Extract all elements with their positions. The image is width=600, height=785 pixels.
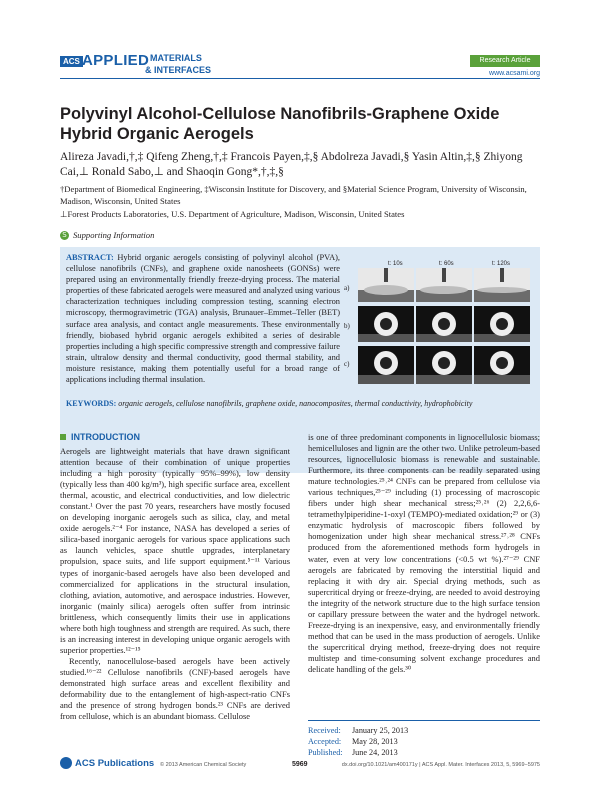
section-heading-introduction bbox=[60, 432, 140, 442]
acs-logo: ACS bbox=[60, 56, 83, 67]
column-left bbox=[60, 446, 290, 722]
journal-website-link[interactable]: www.acsami.org bbox=[489, 70, 540, 77]
header-divider bbox=[60, 78, 540, 79]
keywords bbox=[66, 398, 534, 409]
fig-row-c-panels bbox=[358, 346, 530, 384]
supporting-info-link[interactable] bbox=[60, 230, 154, 240]
section-heading-label: INTRODUCTION bbox=[71, 432, 140, 442]
column-right bbox=[308, 432, 540, 675]
fig-time-3: t: 120s bbox=[492, 261, 511, 267]
section-bullet-icon bbox=[60, 434, 66, 440]
toc-figure bbox=[344, 256, 532, 386]
journal-name-line1: MATERIALS bbox=[150, 53, 202, 63]
date-received: Received: January 25, 2013 bbox=[308, 726, 409, 735]
abstract-label: ABSTRACT: bbox=[66, 253, 114, 262]
intro-paragraph-2: Recently, nanocellulose-based aerogels have been actively studied.¹⁶⁻²² Cellulose nanofibrils (CNF)-based aerogels have demonstrated high surface areas and excellent flexibility and deformability due to the entanglement of high-aspect-ratio CNFs and the presence of strong hydrogen bonds.²³ CNFs are derived from cellulose, which is an abundant biomass. Cellulose bbox=[60, 655, 290, 722]
affiliations bbox=[60, 184, 540, 221]
acs-logo-icon bbox=[60, 757, 72, 769]
date-accepted: Accepted: May 28, 2013 bbox=[308, 737, 398, 746]
intro-paragraph-1: Aerogels are lightweight materials that have drawn significant attention because of their combination of unique properties including a high porosity (typically 95%–99%), low density (typically less than 400 kg/m³), high specific surface area, excellent thermal, acoustic, and electrical conductivities, and low dielectric constant.¹ Over the past 70 years, researchers have mostly focused on developing inorganic aerogels such as silica, clay, and metal oxide aerogels.²⁻⁴ For instance, NASA has developed a series of silica-based inorganic aerogels for various space applications such as launch vehicles, space shuttle upgrades, interplanetary propulsion, space suits, and life support equipment.⁵⁻¹¹ Various types of inorganic-based aerogels have also been developed and commercialized for applications in the structural insulation, clothing, aviation, automotive, and aerospace industries. However, inorganic (mainly silica) aerogels often suffer from intrinsic brittleness, which consequently limits their use in applications where both high toughness and strength are required. As such, there is an increasing interest in developing unique organic aerogels with superior properties.¹²⁻¹⁵ bbox=[60, 446, 290, 655]
publication-dates bbox=[308, 720, 540, 758]
fig-row-c: c) bbox=[344, 360, 350, 368]
journal-name-line2: & INTERFACES bbox=[145, 65, 212, 75]
author-list: Alireza Javadi,†,‡ Qifeng Zheng,†,‡ Francois Payen,‡,§ Abdolreza Javadi,§ Yasin Altin,‡,§ Zhiyong Cai,⊥ Ronald Sabo,⊥ and Shaoqin Gong*,†,‡,§ bbox=[60, 151, 523, 178]
keywords-label: KEYWORDS: bbox=[66, 399, 117, 408]
affiliation-1: †Department of Biomedical Engineering, ‡Wisconsin Institute for Discovery, and §Material Science Program, University of Wisconsin, Madison, Wisconsin, United States bbox=[60, 184, 527, 206]
fig-row-a: a) bbox=[344, 284, 350, 292]
abstract-text: Hybrid organic aerogels consisting of polyvinyl alcohol (PVA), cellulose nanofibrils (CNFs), and graphene oxide nanosheets (GONSs) were prepared using an environmentally friendly freeze-drying process. The material properties of these fabricated aerogels were measured and analyzed using various characterization techniques including compression testing, scanning electron microscopy, thermogravimetric (TGA) analysis, Brunauer–Emmet–Teller (BET) surface area analysis, and contact angle measurements. These environmentally friendly, biobased hybrid organic aerogels exhibited a series of desirable properties including a high specific compressive strength and compressive failure strain, ultralow density and thermal conductivity, good thermal stability, and moisture resistance, making them potentially useful for a broad range of applications including thermal insulation. bbox=[66, 253, 340, 385]
keywords-text: organic aerogels, cellulose nanofibrils, graphene oxide, nanocomposites, thermal conductivity, hydrophobicity bbox=[118, 399, 473, 408]
publisher-name: ACS Publications bbox=[75, 757, 155, 769]
abstract bbox=[66, 252, 340, 385]
acs-publications-logo bbox=[60, 757, 154, 769]
doi-link[interactable]: dx.doi.org/10.1021/am400171y | ACS Appl. Mater. Interfaces 2013, 5, 5969−5975 bbox=[341, 762, 540, 768]
date-published: Published: June 24, 2013 bbox=[308, 748, 398, 757]
fig-row-b: b) bbox=[344, 322, 350, 330]
copyright: © 2013 American Chemical Society bbox=[160, 762, 247, 768]
supporting-info-label: Supporting Information bbox=[73, 230, 155, 240]
affiliation-2: ⊥Forest Products Laboratories, U.S. Department of Agriculture, Madison, Wisconsin, United States bbox=[60, 209, 405, 219]
article-type-badge: Research Article bbox=[470, 55, 540, 67]
info-icon: S bbox=[60, 231, 69, 240]
page-number: 5969 bbox=[292, 761, 308, 768]
fig-time-2: t: 60s bbox=[439, 261, 454, 267]
fig-time-1: t: 10s bbox=[388, 261, 403, 267]
fig-row-a-panels bbox=[358, 268, 530, 302]
fig-row-b-panels bbox=[358, 306, 530, 342]
article-title: Polyvinyl Alcohol-Cellulose Nanofibrils-Graphene Oxide Hybrid Organic Aerogels bbox=[60, 105, 500, 143]
intro-paragraph-3: is one of three predominant components in lignocellulosic biomass; hemicelluloses and lignin are the other two. Unlike petroleum-based resources, lignocellulosic biomass is renewable and sustainable. Furthermore, its three components can be readily separated using mature technologies.²⁵˒²⁴ CNFs can be prepared from cellulose via various techniques,²⁵⁻²⁹ including (1) processing of macroscopic fibers under high shear mechanical stress;²⁵˒²⁶ (2) 2,2,6,6-tetramethylpiperidine-1-oxyl (TEMPO)-mediated oxidation;²⁹ or (3) enzymatic hydrolysis of macroscopic fibers followed by homogenization under high shear mechanical stress.²⁷˒²⁸ CNFs produced from the aforementioned methods form hydrogels in water, even at very low concentrations (<0.5 wt %).²⁷⁻²⁹ CNF aerogels are fabricated by removing the interstitial liquid and replacing it with dry air. Special drying methods, such as supercritical drying or freeze-drying, are needed to avoid destroying the integrity of the network structure due to the high surface tension or capillary pressure between the water and the hydrogel network. Freeze-drying is an inexpensive, easy, and environmentally friendly method that can be used in the mass production of aerogels. Unlike the supercritical drying method, freeze-drying does not require multistep and time-consuming solvent exchange procedures and delicate handling of the gels.³⁰ bbox=[308, 432, 540, 674]
journal-name: APPLIED bbox=[82, 52, 150, 69]
